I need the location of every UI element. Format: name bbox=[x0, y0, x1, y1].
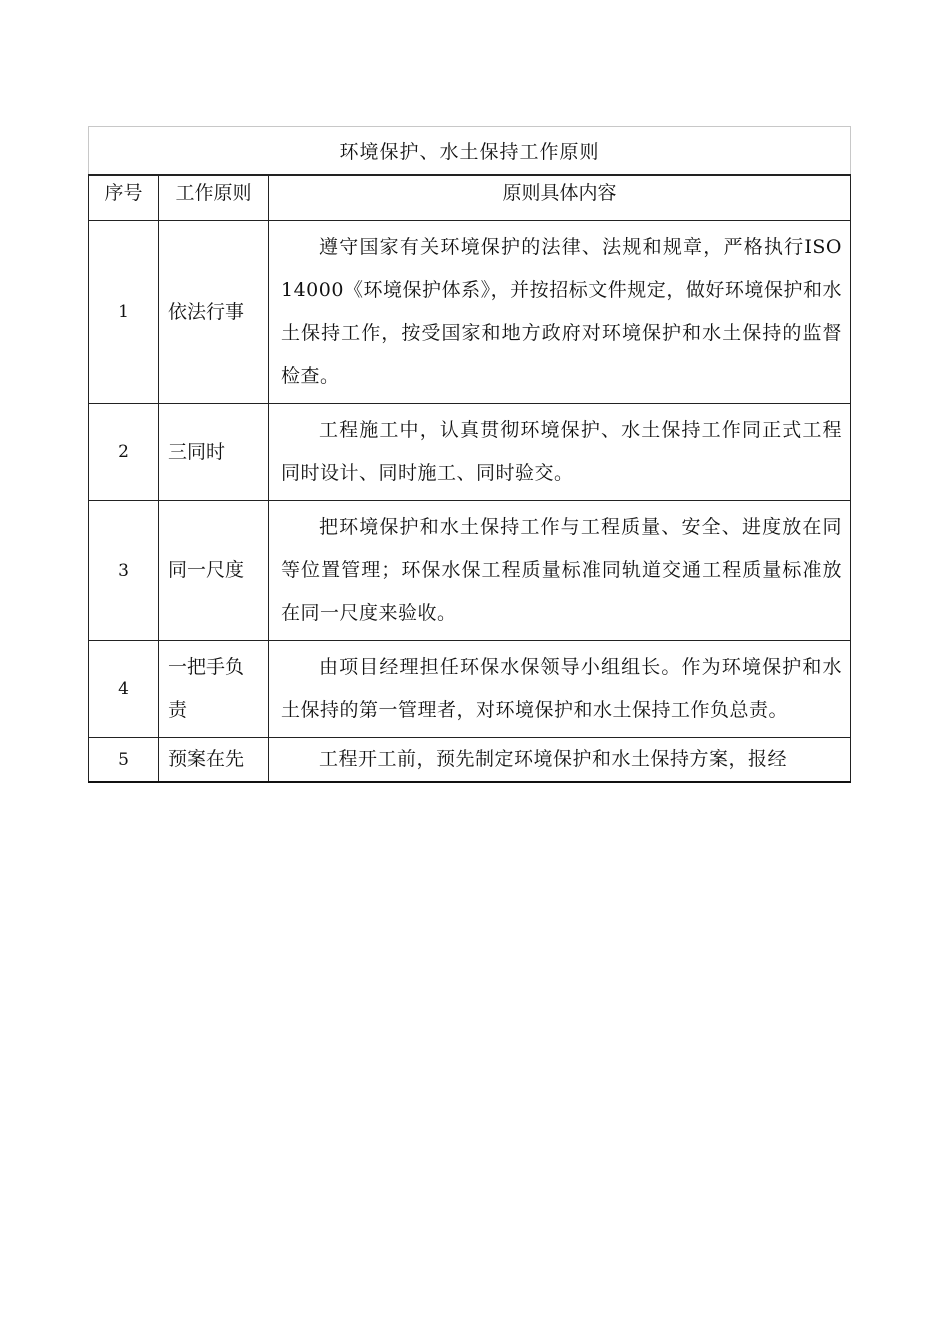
row-number: 1 bbox=[89, 221, 159, 404]
header-no: 序号 bbox=[89, 175, 159, 221]
row-principle: 依法行事 bbox=[159, 221, 269, 404]
row-principle: 同一尺度 bbox=[159, 501, 269, 641]
row-number: 3 bbox=[89, 501, 159, 641]
table-row bbox=[89, 641, 851, 738]
header-principle: 工作原则 bbox=[159, 175, 269, 221]
row-number: 4 bbox=[89, 641, 159, 738]
row-number: 5 bbox=[89, 738, 159, 783]
table-row bbox=[89, 501, 851, 641]
table-title: 环境保护、水土保持工作原则 bbox=[89, 127, 851, 176]
row-content: 把环境保护和水土保持工作与工程质量、安全、进度放在同等位置管理；环保水保工程质量标准同轨道交通工程质量标准放在同一尺度来验收。 bbox=[269, 501, 851, 641]
table-row bbox=[89, 738, 851, 783]
table-row bbox=[89, 404, 851, 501]
row-content: 工程开工前，预先制定环境保护和水土保持方案，报经 bbox=[269, 738, 851, 783]
row-content: 工程施工中，认真贯彻环境保护、水土保持工作同正式工程同时设计、同时施工、同时验交。 bbox=[269, 404, 851, 501]
row-principle: 三同时 bbox=[159, 404, 269, 501]
principles-table bbox=[88, 126, 851, 783]
table-row bbox=[89, 221, 851, 404]
header-content: 原则具体内容 bbox=[269, 175, 851, 221]
row-principle: 预案在先 bbox=[159, 738, 269, 783]
table-header-row bbox=[89, 175, 851, 221]
row-principle: 一把手负责 bbox=[159, 641, 269, 738]
row-content: 遵守国家有关环境保护的法律、法规和规章，严格执行ISO 14000《环境保护体系》，并按招标文件规定，做好环境保护和水土保持工作，按受国家和地方政府对环境保护和水土保持的监督检查。 bbox=[269, 221, 851, 404]
table-title-row bbox=[89, 127, 851, 176]
row-number: 2 bbox=[89, 404, 159, 501]
row-content: 由项目经理担任环保水保领导小组组长。作为环境保护和水土保持的第一管理者，对环境保护和水土保持工作负总责。 bbox=[269, 641, 851, 738]
